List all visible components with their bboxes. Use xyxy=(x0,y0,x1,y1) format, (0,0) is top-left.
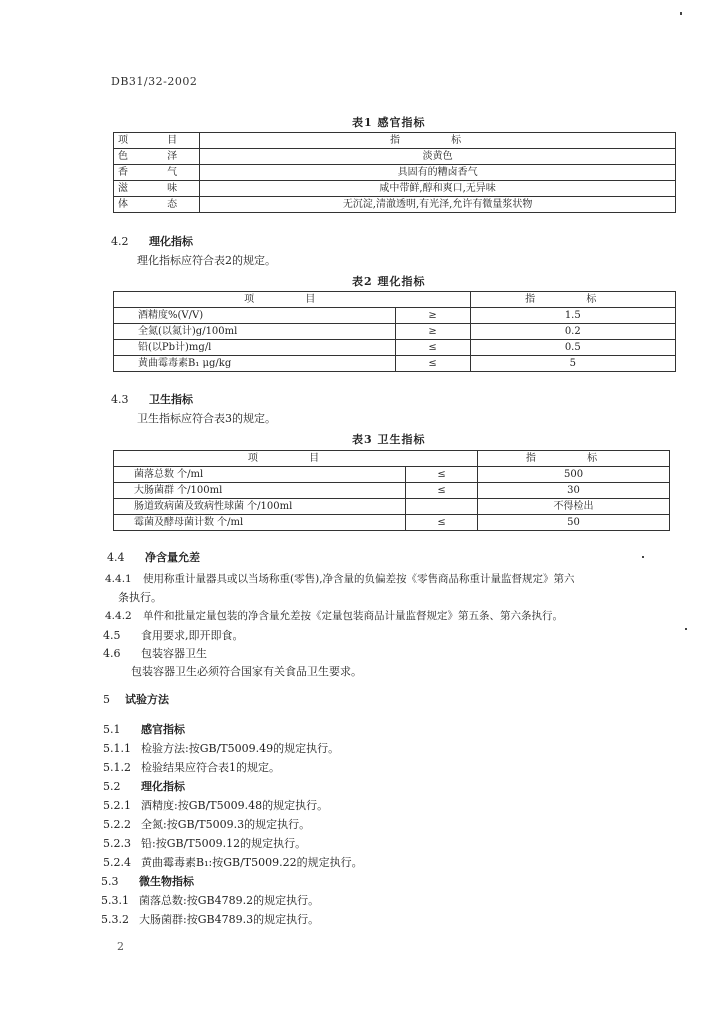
table-header-cell: 指 标 xyxy=(478,451,670,467)
section-text: 检验方法:按GB/T5009.49的规定执行。 xyxy=(141,742,340,755)
table-cell: 淡黄色 xyxy=(200,149,676,165)
table-cell: 全氮(以氮计)g/100ml xyxy=(114,324,396,340)
table-cell: ≤ xyxy=(406,515,478,531)
table-cell: 霉菌及酵母菌计数 个/ml xyxy=(114,515,406,531)
table2-caption: 表2 理化指标 xyxy=(352,275,426,288)
section-5-2-4 xyxy=(103,854,363,870)
section-4-4-2 xyxy=(105,608,563,623)
section-number: 4.4.1 xyxy=(105,573,132,585)
table-cell: 0.5 xyxy=(470,340,675,356)
table-cell: 黄曲霉毒素B₁ μg/kg xyxy=(114,356,396,372)
section-5-1 xyxy=(103,721,185,737)
section-text: 黄曲霉毒素B₁:按GB/T5009.22的规定执行。 xyxy=(141,856,363,869)
document-code: DB31/32-2002 xyxy=(111,75,198,88)
section-title: 试验方法 xyxy=(125,693,169,706)
table1 xyxy=(113,132,676,213)
section-number: 5.3.2 xyxy=(101,913,129,926)
table-cell: 具固有的糟卤香气 xyxy=(200,165,676,181)
table-header-cell: 项 目 xyxy=(114,292,471,308)
section-title: 净含量允差 xyxy=(145,551,200,564)
table-row xyxy=(114,324,676,340)
section-number: 5.2.3 xyxy=(103,837,131,850)
section-5-3-1 xyxy=(101,892,319,908)
table-cell: 酒精度%(V/V) xyxy=(114,308,396,324)
section-title: 微生物指标 xyxy=(139,875,194,888)
table-header-cell: 指 标 xyxy=(470,292,675,308)
section-number: 5.3.1 xyxy=(101,894,129,907)
table-cell: 0.2 xyxy=(470,324,675,340)
table1-caption: 表1 感官指标 xyxy=(352,116,426,129)
table-row xyxy=(114,356,676,372)
section-4-5 xyxy=(103,627,244,643)
table-cell: 大肠菌群 个/100ml xyxy=(114,483,406,499)
table-header-cell: 项 目 xyxy=(114,451,478,467)
section-5-2-1 xyxy=(103,797,328,813)
section-5-1-2 xyxy=(103,759,280,775)
table-header-row xyxy=(114,292,676,308)
table-header-cell: 指 标 xyxy=(200,133,676,149)
section-title: 理化指标 xyxy=(141,780,185,793)
table2 xyxy=(113,291,676,372)
section-5-3-2 xyxy=(101,911,319,927)
table-cell: ≥ xyxy=(395,324,470,340)
table-cell: 500 xyxy=(478,467,670,483)
scan-speck xyxy=(685,628,687,630)
table-row xyxy=(114,149,676,165)
section-number: 4.3 xyxy=(111,393,129,406)
table-cell: 咸中带鲜,醇和爽口,无异味 xyxy=(200,181,676,197)
section-number: 5.2.2 xyxy=(103,818,131,831)
section-text: 检验结果应符合表1的规定。 xyxy=(141,761,280,774)
table-row xyxy=(114,308,676,324)
section-title: 理化指标 xyxy=(149,235,193,248)
section-text: 使用称重计量器具或以当场称重(零售),净含量的负偏差按《零售商品称重计量监督规定》第六 xyxy=(143,573,575,585)
section-5-3 xyxy=(101,873,194,889)
section-number: 5 xyxy=(103,693,110,706)
section-number: 4.4 xyxy=(107,551,125,564)
section-4-4-1 xyxy=(105,571,575,586)
section-number: 5.2 xyxy=(103,780,121,793)
section-number: 5.1.1 xyxy=(103,742,131,755)
table-cell: 滋 味 xyxy=(114,181,200,197)
table-cell xyxy=(406,499,478,515)
table-cell: ≥ xyxy=(395,308,470,324)
section-text: 铅:按GB/T5009.12的规定执行。 xyxy=(141,837,307,850)
section-text: 包装容器卫生 xyxy=(141,647,207,660)
table-row xyxy=(114,181,676,197)
section-4-4 xyxy=(107,549,200,565)
paragraph: 卫生指标应符合表3的规定。 xyxy=(137,412,276,425)
table-cell: 30 xyxy=(478,483,670,499)
section-text: 菌落总数:按GB4789.2的规定执行。 xyxy=(139,894,320,907)
paragraph: 理化指标应符合表2的规定。 xyxy=(137,254,276,267)
section-number: 5.1.2 xyxy=(103,761,131,774)
section-5-2-3 xyxy=(103,835,306,851)
section-4-6 xyxy=(103,645,207,661)
section-text: 酒精度:按GB/T5009.48的规定执行。 xyxy=(141,799,329,812)
table-cell: 体 态 xyxy=(114,197,200,213)
table-cell: 菌落总数 个/ml xyxy=(114,467,406,483)
section-number: 5.2.4 xyxy=(103,856,131,869)
table-row xyxy=(114,165,676,181)
table-row xyxy=(114,197,676,213)
table-cell: ≤ xyxy=(395,356,470,372)
table-header-cell: 项 目 xyxy=(114,133,200,149)
section-number: 5.2.1 xyxy=(103,799,131,812)
page-number: 2 xyxy=(117,940,124,953)
table-cell: 色 泽 xyxy=(114,149,200,165)
table-row xyxy=(114,483,670,499)
section-4-3 xyxy=(111,391,193,407)
table-cell: 不得检出 xyxy=(478,499,670,515)
section-text: 全氮:按GB/T5009.3的规定执行。 xyxy=(141,818,311,831)
section-text: 食用要求,即开即食。 xyxy=(141,629,244,642)
table-row xyxy=(114,467,670,483)
table-row xyxy=(114,340,676,356)
scan-speck xyxy=(642,556,644,558)
table-cell: 铅(以Pb计)mg/l xyxy=(114,340,396,356)
scan-speck xyxy=(680,12,682,15)
section-title: 感官指标 xyxy=(141,723,185,736)
section-number: 4.2 xyxy=(111,235,129,248)
section-number: 5.3 xyxy=(101,875,119,888)
table-header-row xyxy=(114,133,676,149)
table-row xyxy=(114,499,670,515)
section-4-2 xyxy=(111,233,193,249)
section-number: 4.5 xyxy=(103,629,121,642)
table-cell: 50 xyxy=(478,515,670,531)
table-header-row xyxy=(114,451,670,467)
section-5-2-2 xyxy=(103,816,310,832)
section-5-1-1 xyxy=(103,740,339,756)
section-text: 单件和批量定量包装的净含量允差按《定量包装商品计量监督规定》第五条、第六条执行。 xyxy=(143,610,563,622)
paragraph: 条执行。 xyxy=(118,591,162,604)
section-title: 卫生指标 xyxy=(149,393,193,406)
table-cell: 无沉淀,清澈透明,有光泽,允许有微量浆状物 xyxy=(200,197,676,213)
section-number: 4.6 xyxy=(103,647,121,660)
section-number: 5.1 xyxy=(103,723,121,736)
table-cell: 肠道致病菌及致病性球菌 个/100ml xyxy=(114,499,406,515)
table3 xyxy=(113,450,670,531)
table-cell: 1.5 xyxy=(470,308,675,324)
section-text: 大肠菌群:按GB4789.3的规定执行。 xyxy=(139,913,320,926)
section-5 xyxy=(103,691,169,707)
section-5-2 xyxy=(103,778,185,794)
section-number: 4.4.2 xyxy=(105,610,132,622)
table-cell: ≤ xyxy=(395,340,470,356)
table3-caption: 表3 卫生指标 xyxy=(352,433,426,446)
paragraph: 包装容器卫生必须符合国家有关食品卫生要求。 xyxy=(131,665,362,678)
table-cell: 香 气 xyxy=(114,165,200,181)
table-cell: 5 xyxy=(470,356,675,372)
table-cell: ≤ xyxy=(406,467,478,483)
table-row xyxy=(114,515,670,531)
table-cell: ≤ xyxy=(406,483,478,499)
